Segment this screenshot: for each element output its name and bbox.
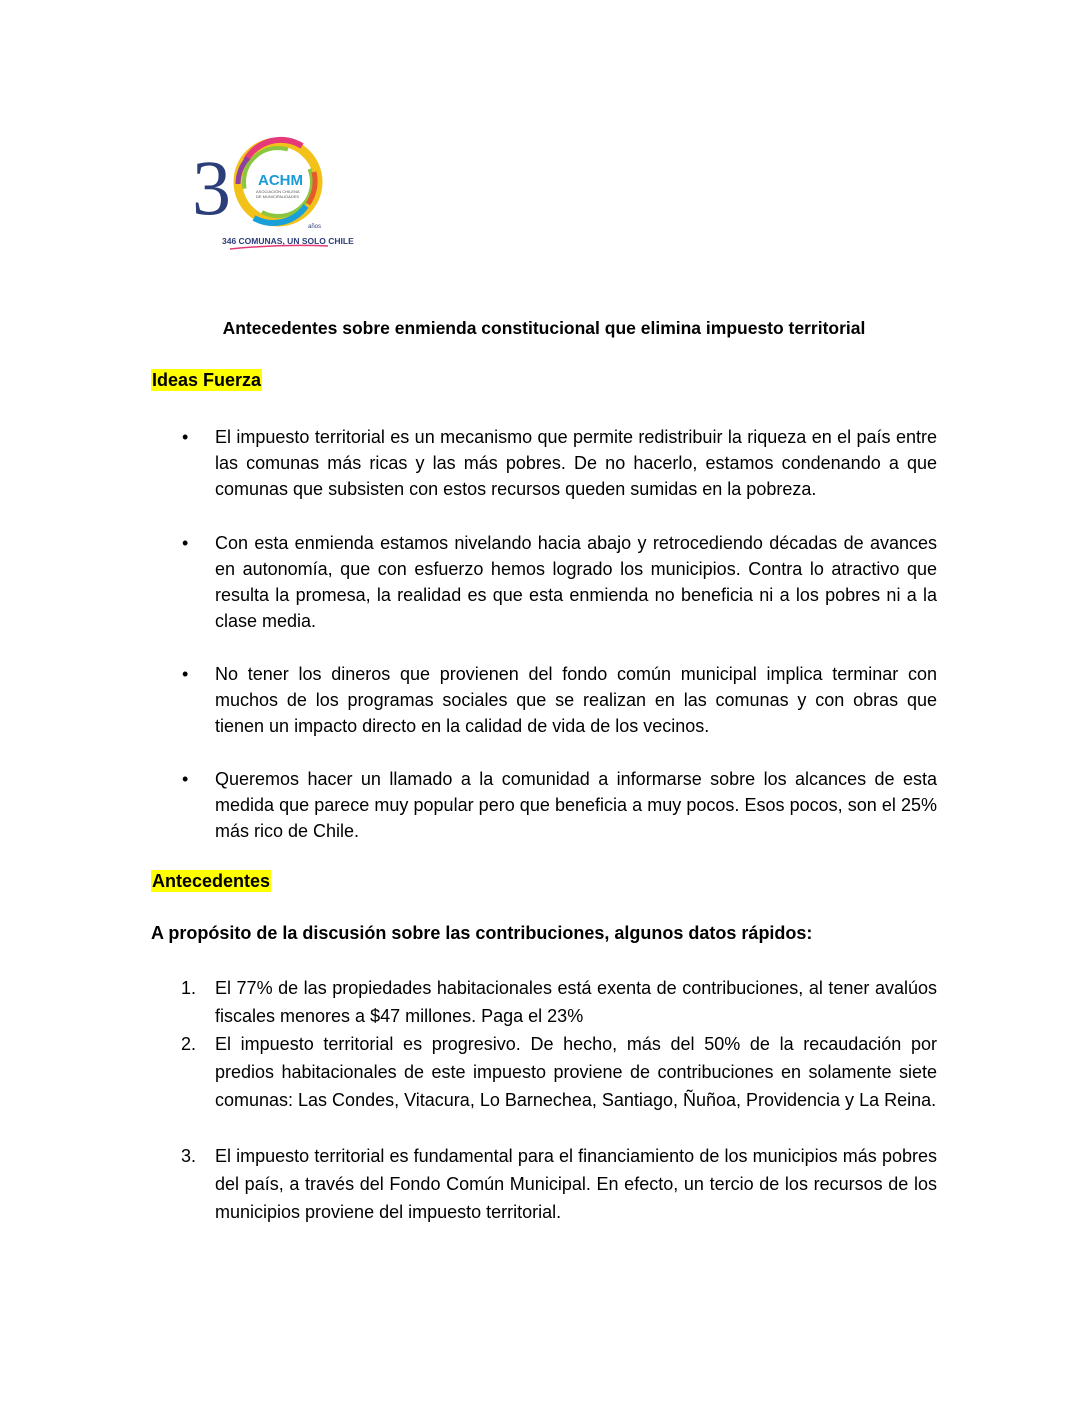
list-item-number: 1. <box>181 978 197 998</box>
logo-anos: años <box>308 224 322 230</box>
section-heading-antecedentes <box>151 871 271 892</box>
list-item <box>181 974 937 1030</box>
page-title: Antecedentes sobre enmienda constitucional que elimina impuesto territorial <box>222 318 866 338</box>
list-item-text: El 77% de las propiedades habitacionales está exenta de contribuciones, al tener avalúos fiscales menores a $47 millones. Paga el 23% <box>215 978 937 1026</box>
list-item <box>182 766 937 844</box>
logo-numeral: 3 <box>192 144 231 231</box>
achm-30-anos-emblem-icon <box>190 132 354 254</box>
bullet-icon: • <box>182 664 189 684</box>
list-item-text: El impuesto territorial es fundamental para el financiamiento de los municipios más pobres del país, a través del Fondo Común Municipal. En efecto, un tercio de los recursos de los municipios proviene del impuesto territorial. <box>215 1146 937 1222</box>
section-heading-ideas-fuerza <box>151 370 262 391</box>
list-item-text: El impuesto territorial es un mecanismo que permite redistribuir la riqueza en el país entre las comunas más ricas y las más pobres. De no hacerlo, estamos condenando a que comunas que subsisten con estos recursos queden sumidas en la pobreza. <box>215 427 937 499</box>
bullet-icon: • <box>182 769 189 789</box>
highlighted-heading-text: Antecedentes <box>152 871 271 891</box>
list-item-number: 2. <box>181 1034 197 1054</box>
list-item <box>181 1142 937 1226</box>
logo-org-line-2: DE MUNICIPALIDADES <box>256 194 300 199</box>
bullet-icon: • <box>182 427 189 447</box>
logo-slogan: 346 COMUNAS, UN SOLO CHILE <box>222 236 354 246</box>
list-item-text: Queremos hacer un llamado a la comunidad a informarse sobre los alcances de esta medida que parece muy popular pero que beneficia a muy pocos. Esos pocos, son el 25% más rico de Chile. <box>215 769 937 841</box>
list-item-text: Con esta enmienda estamos nivelando hacia abajo y retrocediendo décadas de avances en autonomía, que con esfuerzo hemos logrado los municipios. Contra lo atractivo que resulta la promesa, la realidad es que esta enmienda no beneficia ni a los pobres ni a la clase media. <box>215 533 937 631</box>
list-item-text: El impuesto territorial es progresivo. De hecho, más del 50% de la recaudación por predios habitacionales de este impuesto proviene de contribuciones en solamente siete comunas: Las Condes, Vitacura, Lo Barnechea, Santiago, Ñuñoa, Providencia y La Reina. <box>215 1034 937 1110</box>
list-item <box>182 530 937 634</box>
bullet-icon: • <box>182 533 189 553</box>
achm-logo <box>190 132 354 254</box>
subheading: A propósito de la discusión sobre las contribuciones, algunos datos rápidos: <box>151 923 813 943</box>
list-item <box>182 424 937 502</box>
logo-org-line-1: ASOCIACIÓN CHILENA <box>256 189 300 194</box>
highlighted-heading-text: Ideas Fuerza <box>152 370 262 390</box>
list-item <box>181 1030 937 1114</box>
list-item-text: No tener los dineros que provienen del fondo común municipal implica terminar con muchos de los programas sociales que se realizan en las comunas y con obras que tienen un impacto directo en la calidad de vida de los vecinos. <box>215 664 937 736</box>
list-item <box>182 661 937 739</box>
logo-acronym: ACHM <box>258 172 303 189</box>
list-item-number: 3. <box>181 1146 197 1166</box>
